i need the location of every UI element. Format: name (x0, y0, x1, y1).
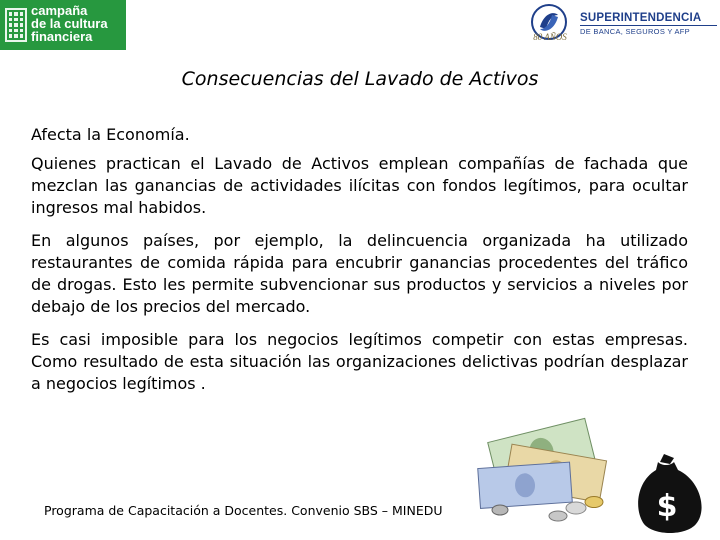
sbs-logo-subtitle: DE BANCA, SEGUROS Y AFP (580, 27, 690, 36)
anniversary-ribbon: 80 AÑOS (533, 32, 567, 42)
campaign-logo-line: financiera (31, 29, 93, 44)
sbs-logo-divider (580, 25, 717, 26)
slide-title: Consecuencias del Lavado de Activos (181, 68, 539, 90)
campaign-logo-line: de la cultura (31, 16, 108, 31)
campaign-logo-text (31, 4, 123, 43)
sbs-logo-title: SUPERINTENDENCIA (580, 12, 702, 24)
campaign-logo-line: campaña (31, 3, 88, 18)
paragraph: Quienes practican el Lavado de Activos emplean compañías de fachada que mezclan las ganancias de actividades ilícitas con fondos legítimos, para ocultar ingresos mal habidos. (31, 154, 688, 217)
paragraph-heading: Afecta la Economía. (31, 125, 190, 144)
campaign-logo-grid-icon (5, 8, 27, 42)
bag-dollar-symbol: $ (656, 489, 678, 524)
sbs-logo (520, 0, 720, 50)
campaign-logo (0, 0, 126, 50)
paragraph: Es casi imposible para los negocios legítimos competir con estas empresas. Como resultado de esta situación las organizaciones delictivas podrían desplazar a negocios legítimos . (31, 330, 688, 393)
money-bag-icon (630, 448, 714, 536)
slide-body (31, 124, 688, 406)
footer-text: Programa de Capacitación a Docentes. Convenio SBS – MINEDU (44, 503, 443, 518)
paragraph: En algunos países, por ejemplo, la delincuencia organizada ha utilizado restaurantes de comida rápida para encubrir ganancias procedentes del tráfico de drogas. Esto les permite subvencionar sus productos y servicios a niveles por debajo de los precios del mercado. (31, 231, 688, 316)
money-pile-illustration (468, 410, 618, 525)
